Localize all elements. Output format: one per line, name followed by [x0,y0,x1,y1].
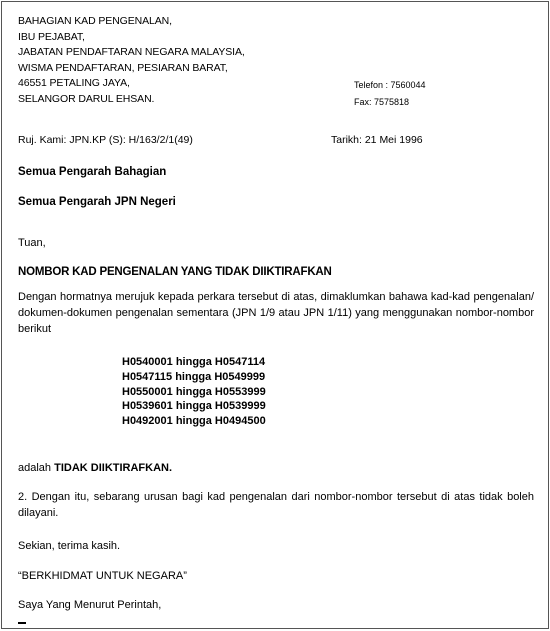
telefon-number: Telefon : 7560044 [354,80,426,90]
paragraph-intro [18,290,534,337]
reference-number: Ruj. Kami: JPN.KP (S): H/163/2/1(49) [18,134,193,146]
range-item: H0492001 hingga H0494500 [122,415,266,428]
addressee-line: Semua Pengarah Bahagian [18,166,167,178]
conclusion-bold: TIDAK DIIKTIRAFKAN. [54,462,173,474]
motto-line: “BERKHIDMAT UNTUK NEGARA” [18,570,187,582]
range-item: H0547115 hingga H0549999 [122,370,266,383]
conclusion-line [18,462,172,474]
paragraph-intro-text: Dengan hormatnya merujuk kepada perkara tersebut di atas, dimaklumkan bahawa kad-kad pengenalan/ dokumen-dokumen pengenalan sementara (JPN 1/9 atau JPN 1/11) yang menggunakan nombor-nombor berikut [18,291,534,335]
range-item: H0550001 hingga H0553999 [122,385,266,398]
address-line: SELANGOR DARUL EHSAN. [18,92,155,105]
address-line: IBU PEJABAT, [18,30,85,43]
closing-line: Sekian, terima kasih. [18,540,121,552]
letter-date: Tarikh: 21 Mei 1996 [331,134,423,146]
paragraph-two [18,490,534,522]
address-line: JABATAN PENDAFTARAN NEGARA MALAYSIA, [18,46,245,59]
addressee-line: Semua Pengarah JPN Negeri [18,196,176,208]
range-item: H0539601 hingga H0539999 [122,400,266,413]
range-item: H0540001 hingga H0547114 [122,356,266,368]
letter-page [1,1,549,629]
address-line: BAHAGIAN KAD PENGENALAN, [18,15,172,27]
sign-off-line: Saya Yang Menurut Perintah, [18,599,162,611]
fax-number: Fax: 7575818 [354,97,410,107]
paragraph-two-text: 2. Dengan itu, sebarang urusan bagi kad pengenalan dari nombor-nombor tersebut di atas tidak boleh dilayani. [18,491,534,519]
ic-number-ranges [122,355,266,429]
address-line: WISMA PENDAFTARAN, PESIARAN BARAT, [18,61,228,74]
address-line: 46551 PETALING JAYA, [18,77,130,90]
salutation: Tuan, [18,237,46,249]
letterhead-address [18,14,245,108]
subject-heading: NOMBOR KAD PENGENALAN YANG TIDAK DIIKTIRAFKAN [18,266,332,278]
conclusion-prefix: adalah [18,462,52,474]
cut-off-text-fragment [18,622,26,630]
